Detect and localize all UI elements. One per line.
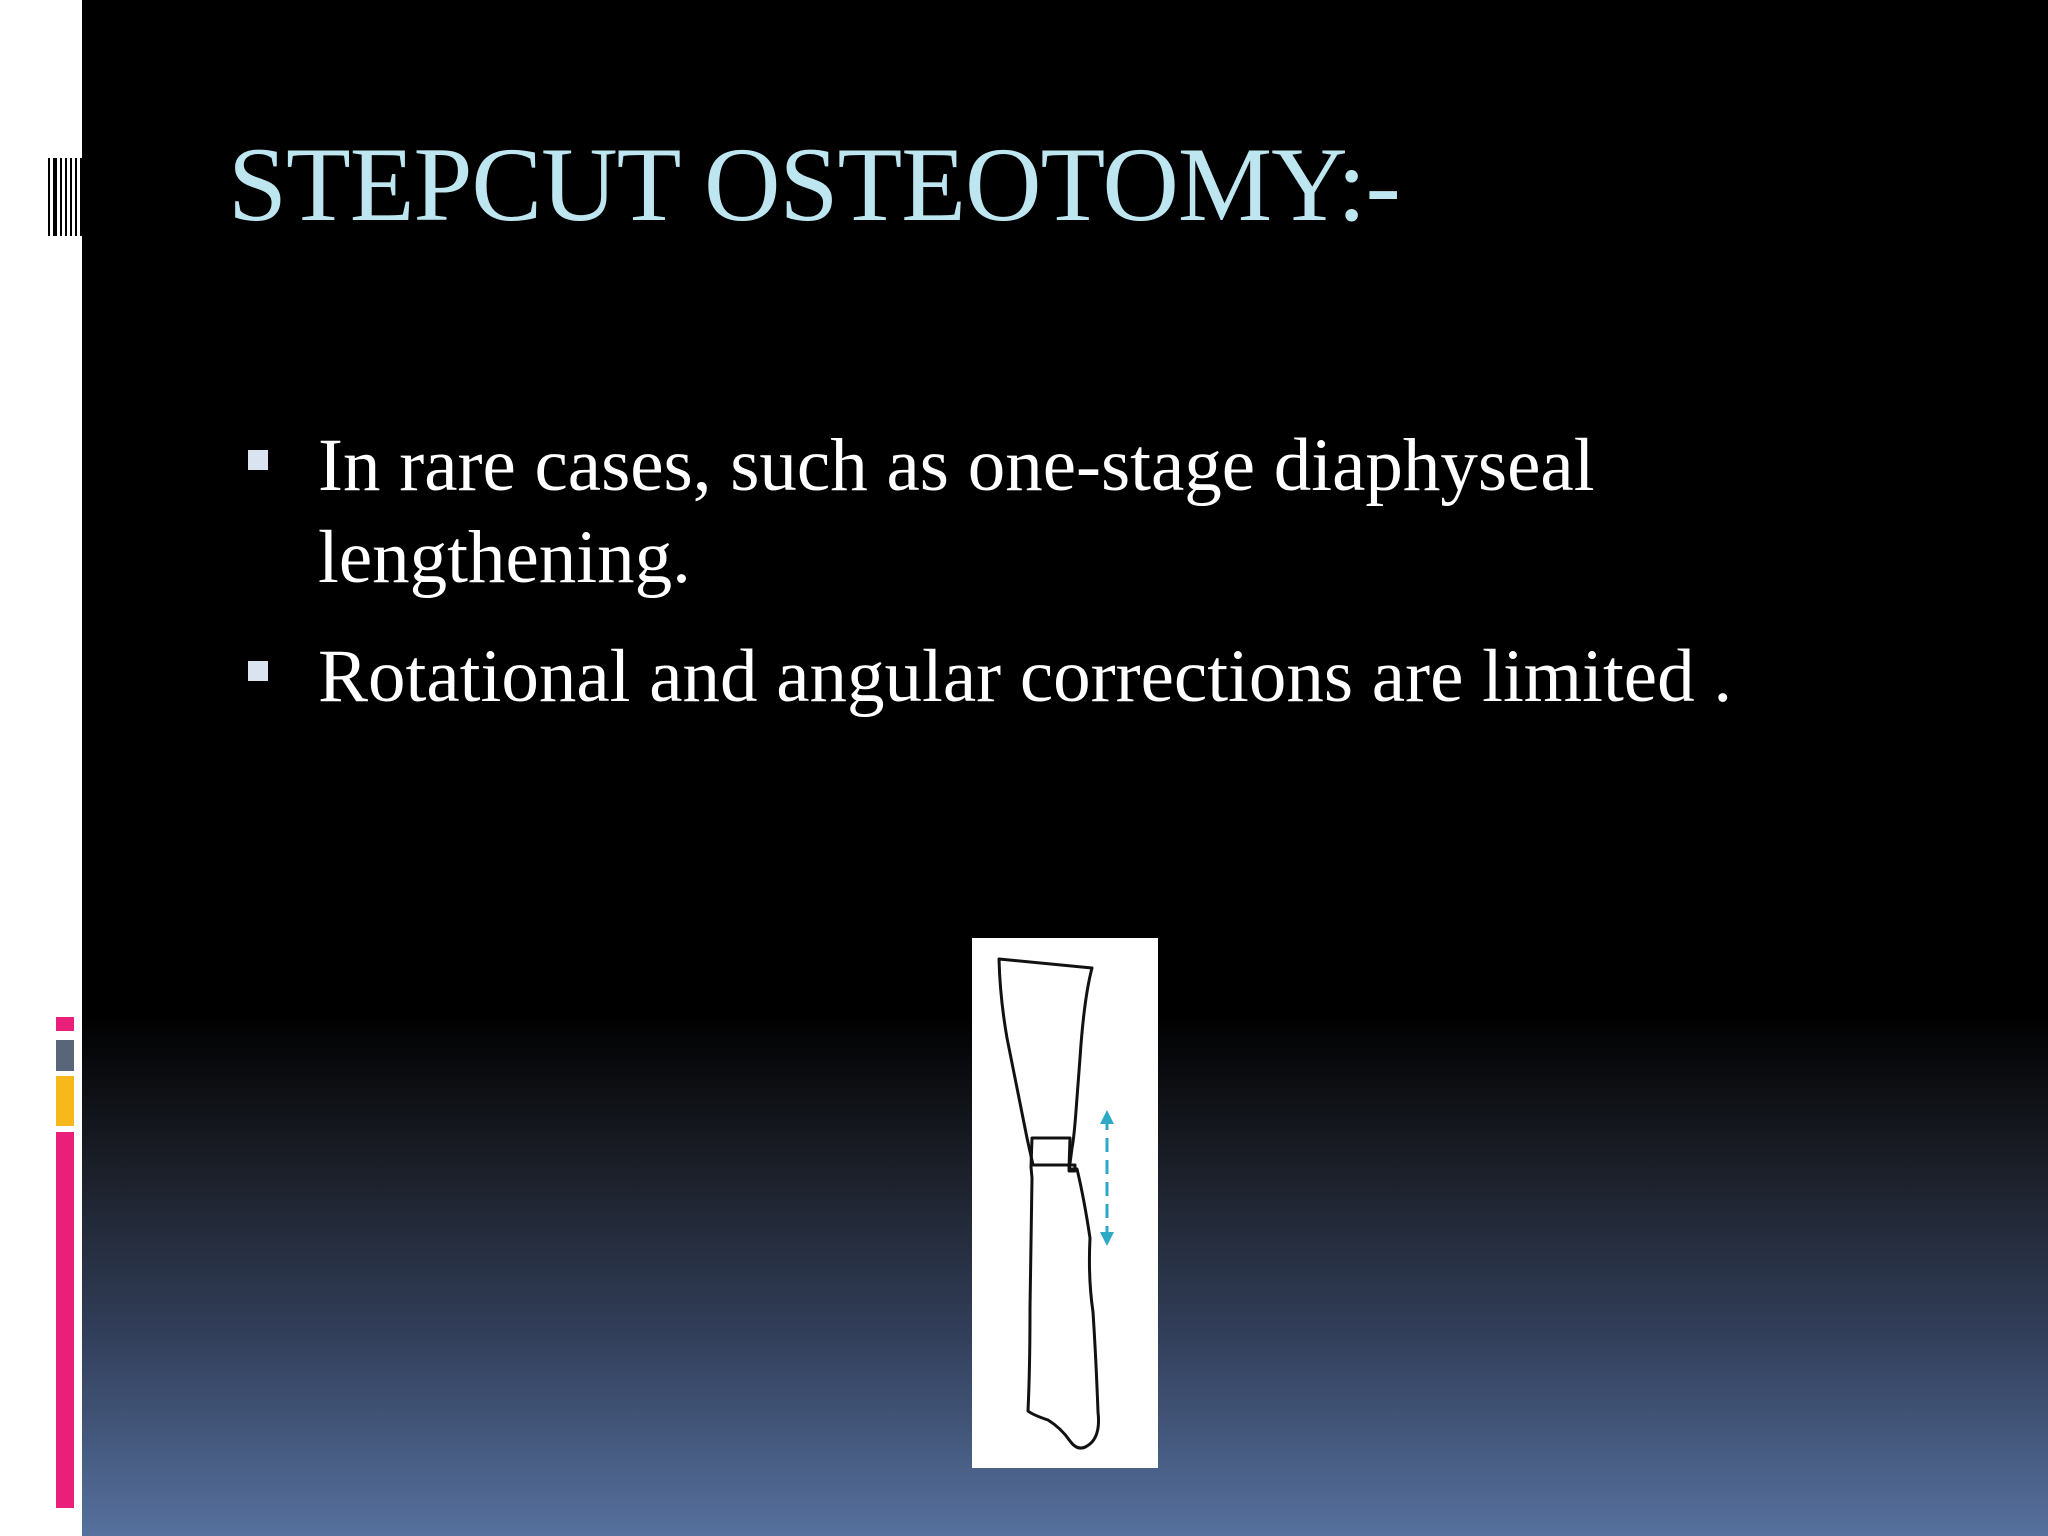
bone-osteotomy-figure: [972, 938, 1158, 1468]
bullet-text: In rare cases, such as one-stage diaphyseal lengthening.: [318, 424, 1595, 599]
barcode-decoration: [48, 158, 82, 236]
left-margin: [0, 0, 82, 1536]
pink-accent-bar: [56, 1132, 74, 1508]
bullet-list: [246, 420, 1946, 750]
bullet-item: [246, 631, 1946, 723]
gray-accent-bar: [56, 1040, 74, 1071]
bullet-text: Rotational and angular corrections are limited .: [318, 635, 1733, 718]
square-bullet-icon: [248, 450, 268, 470]
square-bullet-icon: [248, 661, 268, 681]
bone-stepcut-osteotomy-icon: [972, 938, 1158, 1468]
bullet-item: [246, 420, 1946, 604]
pink-accent-bar-top: [56, 1017, 74, 1031]
yellow-accent-bar: [56, 1076, 74, 1126]
slide-title: STEPCUT OSTEOTOMY:-: [228, 126, 1400, 243]
